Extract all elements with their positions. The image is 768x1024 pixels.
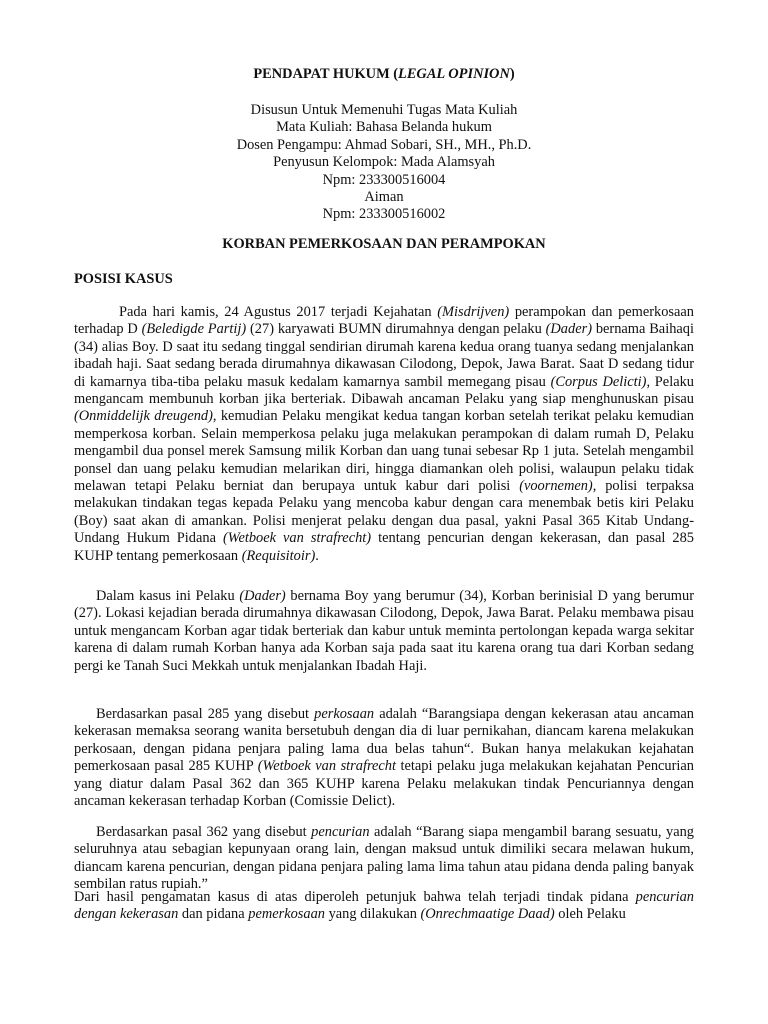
text-run: Pada hari kamis, 24 Agustus 2017 terjadi Kejahatan (119, 304, 438, 320)
italic-term: (Wetboek van strafrecht (257, 758, 397, 775)
italic-term: (Corpus Delicti) (550, 373, 647, 390)
italic-term: (Dader) (545, 321, 592, 338)
italic-term: (Wetboek van strafrecht) (223, 530, 372, 547)
meta-line: Aiman (364, 188, 404, 205)
italic-term: (Requisitoir) (241, 547, 316, 564)
text-run: adalah “Barang siapa mengambil barang sesuatu, yang seluruhnya atau sebagian kepunyaan orang lain, dengan maksud untuk dimiliki secara melawan hukum, diancam karena pencurian, dengan pidana penjara paling lama lima tahun atau pidana denda paling banyak sembilan ratus rupiah.” (74, 824, 694, 893)
text-run: oleh Pelaku (554, 906, 626, 923)
italic-term: pencurian dengan kekerasan (74, 889, 694, 923)
text-run: , polisi terpaksa melakukan tindakan tegas kepada Pelaku yang mencoba kabur dengan cara menembak betis kiri Pelaku (Boy) saat akan di amankan. Polisi menjerat pelaku dengan dua pasal, yakni Pasal 365 Kitab Undang-Undang Hukum Pidana (74, 478, 694, 547)
italic-term: (Onrechmaatige Daad) (420, 906, 555, 923)
text-run: (27) karyawati BUMN dirumahnya dengan pelaku (246, 321, 546, 338)
text-run: Dari hasil pengamatan kasus di atas diperoleh petunjuk bahwa telah terjadi tindak pidana (74, 889, 636, 905)
text-run: yang dilakukan (324, 906, 421, 923)
italic-term: (Misdrijven) (437, 304, 510, 320)
meta-line: Npm: 233300516004 (322, 171, 446, 188)
text-run: adalah “Barangsiapa dengan kekerasan atau ancaman kekerasan memaksa seorang wanita bersetubuh dengan dia di luar pernikahan, diancam karena melakukan perkosaan, dengan pidana penjara paling lama dua belas tahun“. Bukan hanya melakukan kejahatan pemerkosaan pasal 285 KUHP (74, 706, 694, 775)
paragraph (74, 304, 694, 565)
text-run: dan pidana (178, 906, 249, 923)
italic-term: (Beledigde Partij) (141, 321, 247, 338)
meta-line: Disusun Untuk Memenuhi Tugas Mata Kuliah (250, 102, 518, 118)
text-run: tentang pencurian dengan kekerasan, dan pasal 285 KUHP tentang pemerkosaan (74, 530, 694, 564)
paragraph (74, 889, 694, 924)
text-run: Berdasarkan pasal 362 yang disebut (96, 824, 312, 840)
meta-line: Dosen Pengampu: Ahmad Sobari, SH., MH., Ph.D. (236, 136, 532, 153)
italic-term: (Onmiddelijk dreugend) (74, 408, 213, 425)
paragraph (74, 588, 694, 675)
italic-term: (Dader) (239, 588, 286, 604)
meta-line: Mata Kuliah: Bahasa Belanda hukum (276, 119, 492, 136)
paragraph (74, 706, 694, 810)
document-meta (0, 102, 768, 224)
text-run: bernama Boy yang berumur (34), Korban berinisial D yang berumur (27). Lokasi kejadian berada dirumahnya dikawasan Cilodong, Depok, Jawa Barat. Pelaku membawa pisau untuk mengancam Korban agar tidak berteriak dan kabur untuk meminta pertolongan kepada warga sekitar karena di dalam rumah Korban hanya ada Korban saja pada saat itu karena orang tua dari Korban sedang pergi ke Tanah Suci Mekkah untuk menjalankan Ibadah Haji. (74, 588, 694, 674)
text-run: tetapi pelaku juga melakukan kejahatan Pencurian yang diatur dalam Pasal 362 dan 365 KUHP karena Pelaku melakukan tindak Pencuriannya dengan ancaman kekerasan terhadap Korban (Comissie Delict). (74, 758, 694, 810)
text-run: Berdasarkan pasal 285 yang disebut (96, 706, 315, 722)
text-run: bernama Baihaqi (34) alias Boy. D saat itu sedang tinggal sendirian dirumah karena kedua orang tuanya sedang menjalankan ibadah haji. Saat sedang berada dirumahnya dikawasan Cilodong, Depok, Jawa Barat. Saat D sedang tidur di kamarnya tiba-tiba pelaku masuk kedalam kamarnya sambil memegang pisau (74, 321, 694, 390)
title-prefix: PENDAPAT HUKUM ( (253, 66, 399, 82)
italic-term: pencurian (311, 824, 370, 840)
text-run: Dalam kasus ini Pelaku (96, 588, 240, 604)
document-title (0, 66, 768, 83)
italic-term: perkosaan (314, 706, 375, 722)
italic-term: (voornemen) (519, 478, 593, 495)
document-subtitle: KORBAN PEMERKOSAAN DAN PERAMPOKAN (222, 236, 546, 252)
title-suffix: ) (509, 66, 515, 82)
text-run: , Pelaku mengancam membunuh korban jika berteriak. Dibawah ancaman Pelaku yang siap menghunuskan pisau (74, 373, 694, 408)
section-heading: POSISI KASUS (74, 271, 173, 287)
italic-term: pemerkosaan (248, 906, 325, 923)
meta-line: Penyusun Kelompok: Mada Alamsyah (273, 154, 495, 171)
text-run: . (315, 547, 319, 564)
text-run: , kemudian Pelaku mengikat kedua tangan korban setelah terikat pelaku kemudian memperkosa korban. Selain memperkosa pelaku juga melakukan perampokan di dalam rumah D, Pelaku mengambil dua ponsel merek Samsung milik Korban dan uang tunai sebesar Rp 1 juta. Setelah mengambil ponsel dan uang pelaku kemudian melarikan diri, hingga diamankan oleh polisi, walaupun pelaku tidak melawan tetapi Pelaku berniat dan berupaya untuk kabur dari polisi (74, 408, 694, 495)
paragraph (74, 824, 694, 894)
title-italic: LEGAL OPINION (398, 66, 510, 82)
text-run: perampokan dan pemerkosaan terhadap D (74, 304, 694, 338)
meta-line: Npm: 233300516002 (322, 206, 446, 223)
